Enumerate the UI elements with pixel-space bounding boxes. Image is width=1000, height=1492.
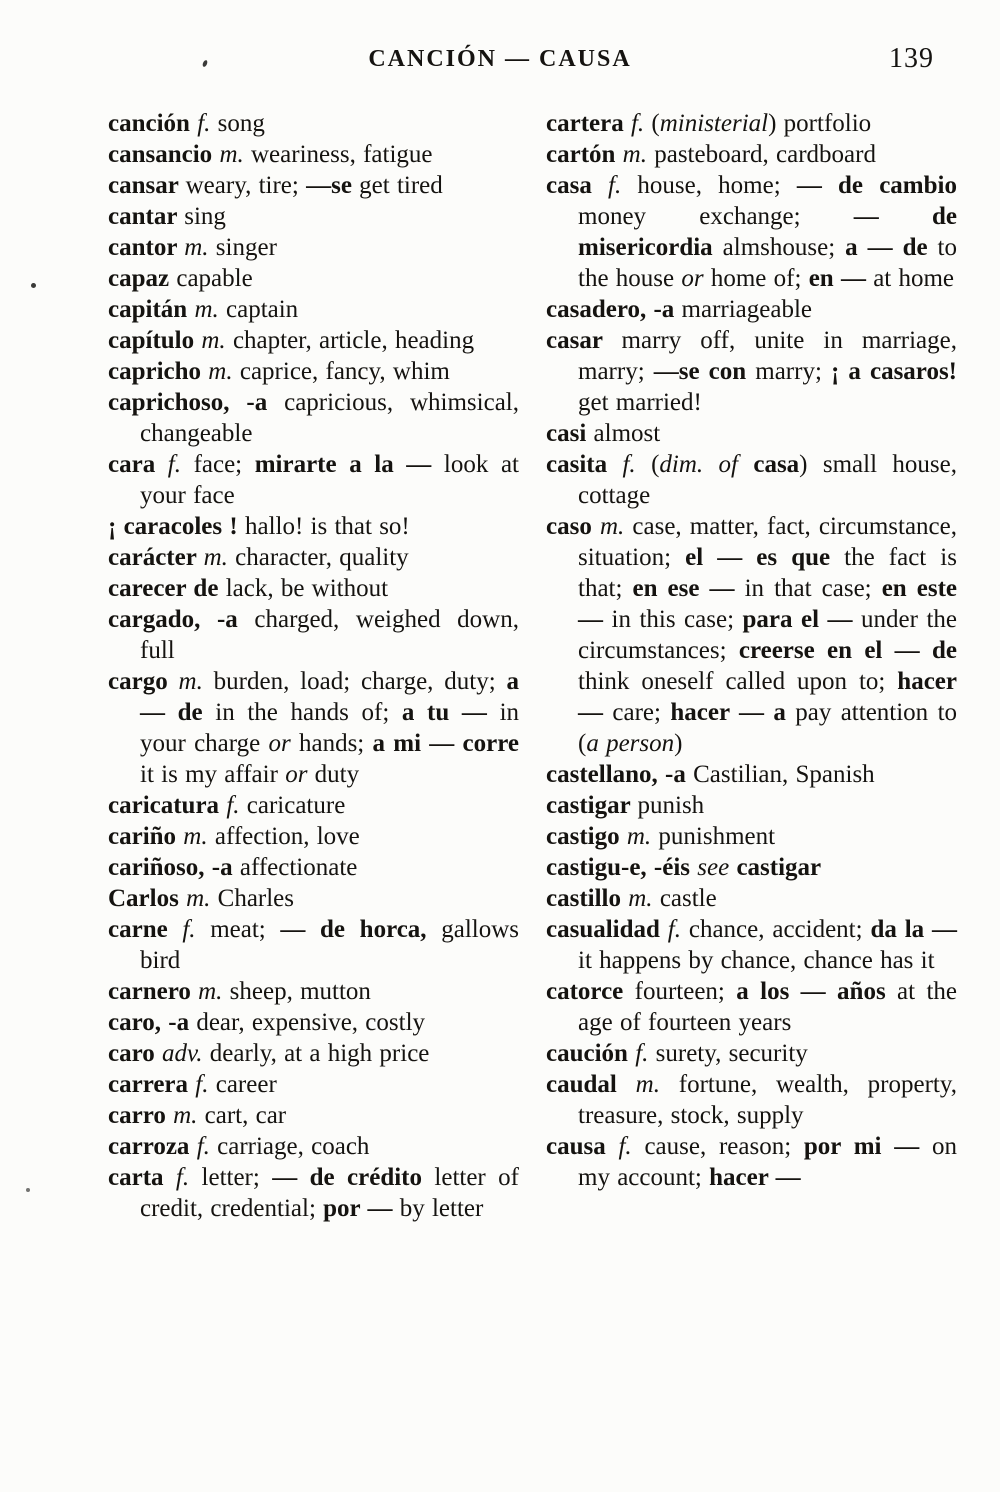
dictionary-entry [546,325,957,418]
text-run: sheep, mutton [222,978,371,1005]
text-run: face; [180,451,255,478]
text-run: f. [667,916,681,943]
dictionary-entry [108,232,519,263]
dictionary-entry [108,449,519,511]
text-run: el — es que [685,544,845,571]
dictionary-entry [108,201,519,232]
text-run: m. [219,141,244,168]
text-run: ) [674,730,683,757]
text-run: f. [630,110,645,137]
text-run: carnero [108,978,199,1005]
text-run: —se con [653,358,756,385]
text-run: m. [173,1102,198,1129]
text-run: castigar [546,792,638,819]
text-run: marry; [755,358,831,385]
text-run: career [208,1071,277,1098]
text-run: punishment [651,823,776,850]
text-run: casadero, -a [546,296,682,323]
text-run: m. [635,1071,660,1098]
text-run: m. [184,234,209,261]
dictionary-entry [546,139,957,170]
text-run: ministerial [659,110,769,137]
dictionary-entry [546,790,957,821]
text-run: f. [196,1133,210,1160]
text-run: character, quality [227,544,409,571]
text-run: lack, be without [225,575,389,602]
text-run: hacer — a [670,699,796,726]
text-run: castillo [546,885,629,912]
dictionary-entry [108,542,519,573]
text-run: casa [753,451,800,478]
text-run: surety, security [648,1040,808,1067]
text-run: m. [201,327,226,354]
text-run: carecer de [108,575,226,602]
text-run: affectionate [239,854,358,881]
dictionary-entry [546,294,957,325]
text-run: under the circumstances; [578,606,958,664]
text-run: — de crédito [272,1164,435,1191]
text-run: capricious, whimsical, changeable [140,389,519,447]
dictionary-entry [108,356,519,387]
text-run: almshouse; [722,234,846,261]
dictionary-entry [546,759,957,790]
text-run: Carlos [108,885,187,912]
text-run: carrera [108,1071,196,1098]
text-run: money exchange; [578,203,854,230]
text-run: cansancio [108,141,220,168]
text-run: casita [546,451,623,478]
text-run: cariño [108,823,184,850]
dictionary-entry [108,790,519,821]
text-run: catorce [546,978,635,1005]
dictionary-entry [108,666,519,790]
dictionary-entry [108,976,519,1007]
text-run: cargado, -a [108,606,255,633]
text-run: capítulo [108,327,202,354]
text-run: cart, car [197,1102,287,1129]
text-run: song [210,110,265,137]
text-run: fortune, wealth, property, treasure, stock, supply [578,1071,957,1129]
text-run: charged, weighed down, full [140,606,519,664]
text-run: marry off, unite in marriage, marry; [578,327,957,385]
text-run: a los — años [736,978,898,1005]
text-run: punish [637,792,705,819]
text-run: f. [175,1164,190,1191]
text-run: m. [186,885,211,912]
dictionary-entry [108,1069,519,1100]
text-run: capricho [108,358,209,385]
text-run: casa [546,172,609,199]
text-run: chapter, article, heading [225,327,475,354]
dictionary-entry [108,1162,519,1224]
text-run: care; [612,699,671,726]
text-run: pasteboard, cardboard [646,141,876,168]
text-run: get tired [359,172,443,199]
text-run: por — [323,1195,400,1222]
text-run: m. [194,296,219,323]
text-run: — de horca, [280,916,442,943]
dictionary-entry [546,976,957,1038]
text-run: weariness, fatigue [243,141,433,168]
text-run: home of; [703,265,809,292]
text-run: m. [178,668,203,695]
dictionary-entry [108,852,519,883]
dictionary-entry [546,852,957,883]
dictionary-entry [546,108,957,139]
text-run: carta [108,1164,176,1191]
text-run: cansar [108,172,186,199]
dictionary-column-right [546,108,957,1224]
dictionary-entry [108,294,519,325]
text-run: capitán [108,296,195,323]
text-run: gallows bird [140,916,519,974]
dictionary-entry [108,821,519,852]
text-run: dim. of [659,451,754,478]
text-run: duty [307,761,360,788]
text-run: in your charge [140,699,520,757]
text-run: mirarte a la — [254,451,444,478]
text-run: canción [108,110,198,137]
dictionary-entry [108,1100,519,1131]
text-run: singer [208,234,277,261]
text-run: carácter [108,544,204,571]
text-run: da la — [870,916,958,943]
dictionary-entry [546,883,957,914]
text-run: affection, love [207,823,360,850]
text-run: cargo [108,668,179,695]
dictionary-entry [546,1038,957,1069]
text-run: in that case; [744,575,882,602]
text-run: m. [599,513,625,540]
text-run: cause, reason; [631,1133,804,1160]
text-run: carroza [108,1133,197,1160]
scan-speck [26,1188,30,1192]
text-run: chance, accident; [681,916,871,943]
text-run: cara [108,451,168,478]
dictionary-entry [108,387,519,449]
dictionary-column-left [108,108,519,1224]
text-run: f. [195,1071,209,1098]
text-run: castigo [546,823,627,850]
text-run: at home [873,265,955,292]
text-run: f. [167,451,181,478]
text-run: burden, load; charge, duty; [202,668,507,695]
text-run: —se [306,172,360,199]
text-run: castigu-e, -éis [546,854,698,881]
dictionary-entry [546,821,957,852]
text-run: m. [198,978,223,1005]
text-run: at the age of fourteen years [578,978,958,1036]
text-run: en este — [578,575,958,633]
text-run: castle [652,885,717,912]
text-run: hallo! is that so! [244,513,410,540]
text-run: ) small house, cottage [578,451,957,509]
text-run: caudal [546,1071,636,1098]
text-run: weary, tire; [185,172,307,199]
text-run: — de misericordia [578,203,958,261]
text-run: hands; [290,730,373,757]
dictionary-entry [546,170,957,294]
text-run: hacer — [578,668,957,726]
text-run: ( [644,110,660,137]
text-run: casi [546,420,594,447]
text-run: caso [546,513,600,540]
text-run: Castilian, Spanish [693,761,875,788]
text-run: Charles [210,885,295,912]
text-run: capaz [108,265,177,292]
text-run: on my account; [578,1133,957,1191]
running-head [0,43,1000,82]
text-run: f. [197,110,211,137]
text-run: m. [208,358,233,385]
text-run: caro [108,1040,162,1067]
text-run: castigar [736,854,822,881]
text-run: case, matter, fact, circumstance, situation; [578,513,958,571]
page-number: 139 [889,43,934,74]
text-run: meat; [195,916,281,943]
text-run: f. [635,1040,649,1067]
dictionary-entry [108,1038,519,1069]
dictionary-entry [108,883,519,914]
text-run: letter; [189,1164,273,1191]
text-run: a — de [845,234,938,261]
text-run: it happens by chance, chance has it [578,947,935,974]
dictionary-entry [546,914,957,976]
text-run: carro [108,1102,174,1129]
text-run: captain [218,296,299,323]
page-header-title: CANCIÓN — CAUSA [368,46,632,72]
dictionary-entry [108,108,519,139]
text-run: marriageable [681,296,813,323]
text-run: cantor [108,234,185,261]
text-run: or [285,761,308,788]
dictionary-entry [108,573,519,604]
text-run: cartera [546,110,631,137]
dictionary-content [108,108,958,1224]
dictionary-entry [546,511,957,759]
text-run: m. [203,544,228,571]
text-run: por mi — [803,1133,932,1160]
text-run: a — de [140,668,519,726]
dictionary-entry [546,449,957,511]
text-run: carne [108,916,183,943]
text-run: think oneself called upon to; [578,668,898,695]
text-run: en ese — [632,575,745,602]
text-run: the fact is that; [578,544,957,602]
text-run: ¡ caracoles ! [108,513,245,540]
text-run: caricature [239,792,346,819]
text-run: dear, expensive, costly [196,1009,426,1036]
dictionary-entry [546,1131,957,1193]
text-run: it is my affair [140,761,286,788]
dictionary-entry [108,325,519,356]
text-run: almost [593,420,661,447]
text-run: hacer — [709,1164,801,1191]
text-run: a mi — corre [372,730,519,757]
text-run: casar [546,327,622,354]
text-run: creerse en el — de [738,637,957,664]
dictionary-entry [108,1131,519,1162]
text-run: caricatura [108,792,227,819]
text-run: in this case; [611,606,743,633]
dictionary-entry [108,263,519,294]
dictionary-entry [108,139,519,170]
text-run: ) portfolio [768,110,872,137]
text-run: ¡ a casaros! [830,358,958,385]
text-run: caro, -a [108,1009,197,1036]
text-run: f. [622,451,636,478]
text-run: fourteen; [634,978,737,1005]
text-run: — de cambio [796,172,957,199]
text-run: f. [182,916,196,943]
dictionary-entry [108,914,519,976]
text-run: m. [626,823,652,850]
text-run: caprice, fancy, whim [232,358,450,385]
dictionary-entry [546,1069,957,1131]
text-run: a tu — [401,699,500,726]
text-run: by letter [399,1195,484,1222]
dictionary-entry [108,1007,519,1038]
scan-speck [31,283,36,288]
text-run: capable [176,265,253,292]
text-run: casualidad [546,916,668,943]
text-run: cartón [546,141,623,168]
text-run: castellano, -a [546,761,694,788]
text-run: ( [635,451,660,478]
text-run: cariñoso, -a [108,854,240,881]
text-run: pay attention to ( [578,699,958,757]
text-run: caprichoso, -a [108,389,285,416]
text-run: caución [546,1040,636,1067]
text-run: en — [808,265,874,292]
text-run: get married! [578,389,702,416]
text-run: dearly, at a high price [202,1040,430,1067]
text-run: f. [608,172,622,199]
text-run: m. [183,823,208,850]
text-run: f. [226,792,240,819]
text-run: cantar [108,203,185,230]
text-run: or [268,730,291,757]
text-run: look at your face [140,451,519,509]
dictionary-entry [108,604,519,666]
dictionary-entry [108,511,519,542]
text-run: para el — [742,606,862,633]
text-run: carriage, coach [209,1133,370,1160]
text-run: or [681,265,704,292]
text-run: m. [628,885,653,912]
dictionary-entry [108,170,519,201]
text-run: causa [546,1133,619,1160]
text-run: m. [622,141,647,168]
text-run: in the hands of; [215,699,402,726]
dictionary-entry [546,418,957,449]
text-run: a person [586,730,675,757]
text-run: sing [184,203,226,230]
text-run: adv. [162,1040,203,1067]
text-run: f. [618,1133,632,1160]
text-run: to the house [578,234,957,292]
text-run: letter of credit, credential; [140,1164,519,1222]
text-run: house, home; [621,172,797,199]
text-run: see [697,854,737,881]
